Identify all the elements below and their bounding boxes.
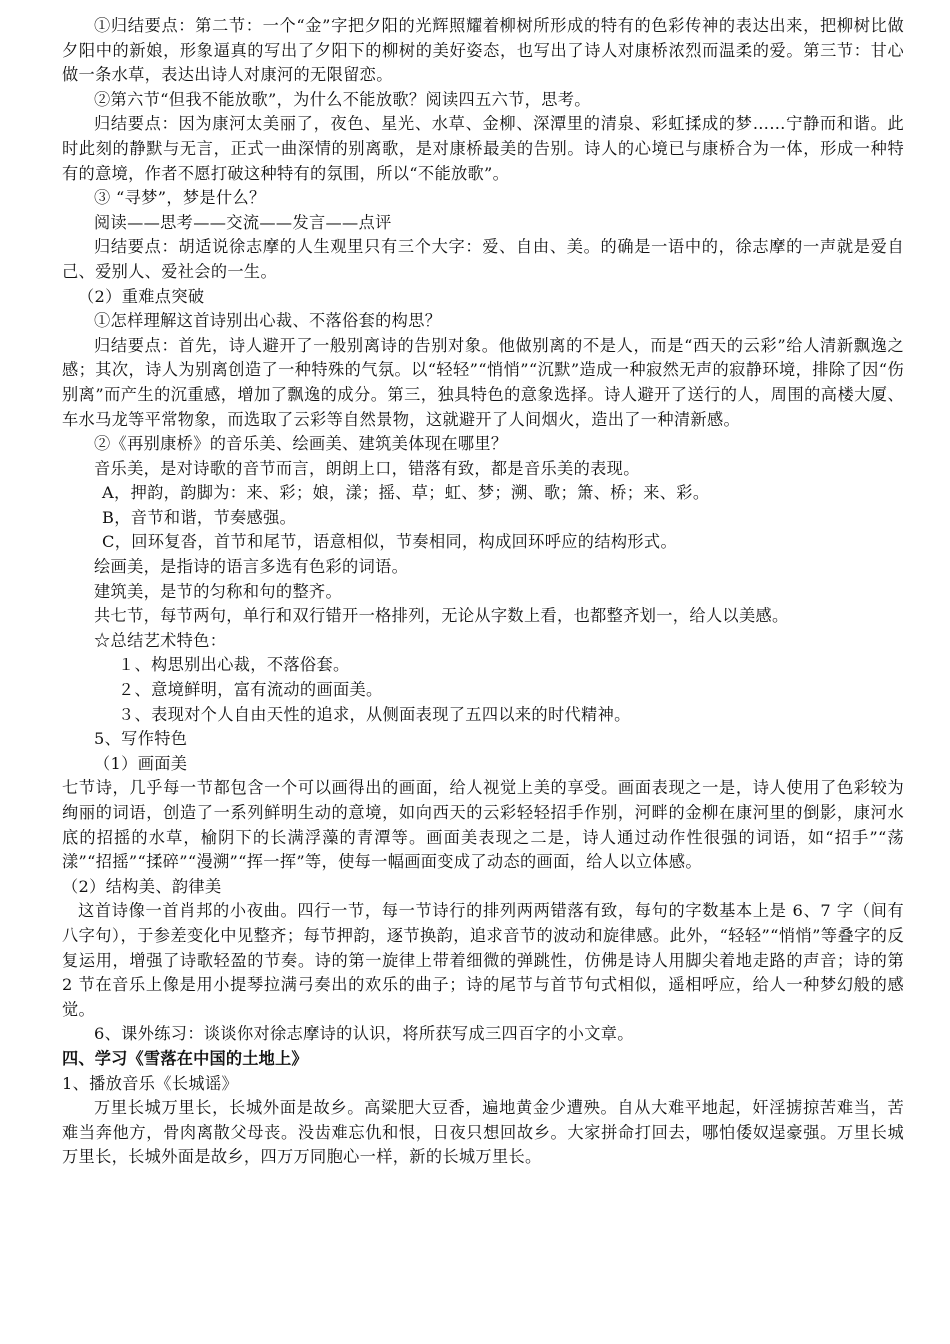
- art-feature-item-2: ２、意境鲜明，富有流动的画面美。: [118, 680, 383, 700]
- list-item-repetition: C，回环复沓，首节和尾节，语意相似，节奏相同，构成回环呼应的结构形式。: [102, 532, 678, 552]
- paragraph-music-beauty: 音乐美，是对诗歌的音节而言，朗朗上口，错落有致，都是音乐美的表现。: [94, 458, 640, 478]
- summary-art-features-heading: ☆总结艺术特色：: [94, 630, 227, 650]
- paragraph-seven-stanzas: 共七节，每节两句，单行和双行错开一格排列，无论从字数上看，也都整齐划一，给人以美感。: [94, 606, 789, 626]
- paragraph-summary-cannot-sing: 归结要点：因为康河太美丽了，夜色、星光、水草、金柳、深潭里的清泉、彩虹揉成的梦……宁静而和谐。此时此刻的静默与无言，正式一曲深情的别离歌，是对康桥最美的告别。诗人的心境已与康桥合为一体，形成一种特有的意境，作者不愿打破这种特有的氛围，所以“不能放歌”。: [62, 114, 904, 183]
- subheading-key-difficulties: （2）重难点突破: [78, 286, 205, 306]
- list-item-rhythm: B，音节和谐，节奏感强。: [102, 507, 297, 527]
- question-why-not-sing: ②第六节“但我不能放歌”，为什么不能放歌？阅读四五六节，思考。: [94, 89, 591, 109]
- paragraph-summary-section-two-three: ①归结要点：第二节：一个“金”字把夕阳的光辉照耀着柳树所形成的特有的色彩传神的表达出来，把柳树比做夕阳中的新娘，形象逼真的写出了夕阳下的柳树的美好姿态，也写出了诗人对康桥浓烈而温柔的爱。第三节：甘心做一条水草，表达出诗人对康河的无限留恋。: [62, 16, 904, 85]
- paragraph-architecture-beauty: 建筑美，是节的匀称和句的整齐。: [94, 581, 343, 601]
- question-dream: ③ “寻梦”，梦是什么？: [94, 188, 266, 208]
- song-lyrics-great-wall: 万里长城万里长，长城外面是故乡。高粱肥大豆香，遍地黄金少遭殃。自从大难平地起，奸淫掳掠苦难当，苦难当奔他方，骨肉离散父母丧。没齿难忘仇和恨，日夜只想回故乡。大家拼命打回去，哪怕倭奴逞豪强。万里长城万里长，长城外面是故乡，四万万同胞心一样，新的长城万里长。: [62, 1098, 904, 1167]
- section-writing-features: 5、写作特色: [94, 729, 188, 749]
- document-page: [62, 14, 904, 1170]
- question-unique-conception: ①怎样理解这首诗别出心裁、不落俗套的构思？: [94, 311, 442, 331]
- paragraph-summary-conception: 归结要点：首先，诗人避开了一般别离诗的告别对象。他做别离的不是人，而是“西天的云彩”给人清新飘逸之感；其次，诗人为别离创造了一种特殊的气氛。以“轻轻”“悄悄”“沉默”造成一种寂然无声的寂静环境，排除了因“伤别离”而产生的沉重感，增加了飘逸的成分。第三，独具特色的意象选择。诗人避开了送行的人，周围的高楼大厦、车水马龙等平常物象，而选取了云彩等自然景物，这就避开了人间烟火，造出了一种清新感。: [62, 335, 904, 429]
- paragraph-summary-love-freedom-beauty: 归结要点：胡适说徐志摩的人生观里只有三个大字：爱、自由、美。的确是一语中的，徐志摩的一声就是爱自己、爱别人、爱社会的一生。: [62, 237, 904, 281]
- paragraph-painting-details: 七节诗，几乎每一节都包含一个可以画得出的画面，给人视觉上美的享受。画面表现之一是，诗人使用了色彩较为绚丽的词语，创造了一系列鲜明生动的意境，如向西天的云彩轻轻招手作别，河畔的金柳在康河里的倒影，康河水底的招摇的水草，榆阴下的长满浮藻的青潭等。画面美表现之二是，诗人通过动作性很强的词语，如“招手”“荡漾”“招摇”“揉碎”“漫溯”“挥一挥”等，使每一幅画面变成了动态的画面，给人以立体感。: [62, 778, 904, 872]
- question-three-beauties: ②《再别康桥》的音乐美、绘画美、建筑美体现在哪里？: [94, 434, 508, 454]
- list-item-rhyme: A，押韵，韵脚为：来、彩；娘，漾；摇、草；虹、梦；溯、歌；箫、桥；来、彩。: [102, 483, 710, 503]
- section-heading-snow-on-china: 四、学习《雪落在中国的土地上》: [62, 1048, 308, 1068]
- paragraph-structure-details: 这首诗像一首肖邦的小夜曲。四行一节，每一节诗行的排列两两错落有致，每句的字数基本上是 6、7 字（间有八字句），于参差变化中见整齐；每节押韵，逐节换韵，追求音节的波动和旋律感。此外，“轻轻”“悄悄”等叠字的反复运用，增强了诗歌轻盈的节奏。诗的第一旋律上带着细微的弹跳性，仿佛是诗人用脚尖着地走路的声音；诗的第 2 节在音乐上像是用小提琴拉满弓奏出的欢乐的曲子；诗的尾节与首节句式相似，遥相呼应，给人一种梦幻般的感觉。: [62, 901, 904, 1019]
- paragraph-painting-beauty: 绘画美，是指诗的语言多选有色彩的词语。: [94, 557, 409, 577]
- step-play-music: 1、播放音乐《长城谣》: [62, 1073, 239, 1093]
- art-feature-item-3: ３、表现对个人自由天性的追求，从侧面表现了五四以来的时代精神。: [118, 704, 631, 724]
- section-homework: 6、课外练习：谈谈你对徐志摩诗的认识，将所获写成三四百字的小文章。: [94, 1024, 634, 1044]
- art-feature-item-1: １、构思别出心裁，不落俗套。: [118, 655, 350, 675]
- subheading-structure-rhythm: （2）结构美、韵律美: [62, 876, 222, 896]
- activity-steps: 阅读——思考——交流——发言——点评: [94, 212, 392, 232]
- subheading-painting-beauty: （1）画面美: [94, 753, 188, 773]
